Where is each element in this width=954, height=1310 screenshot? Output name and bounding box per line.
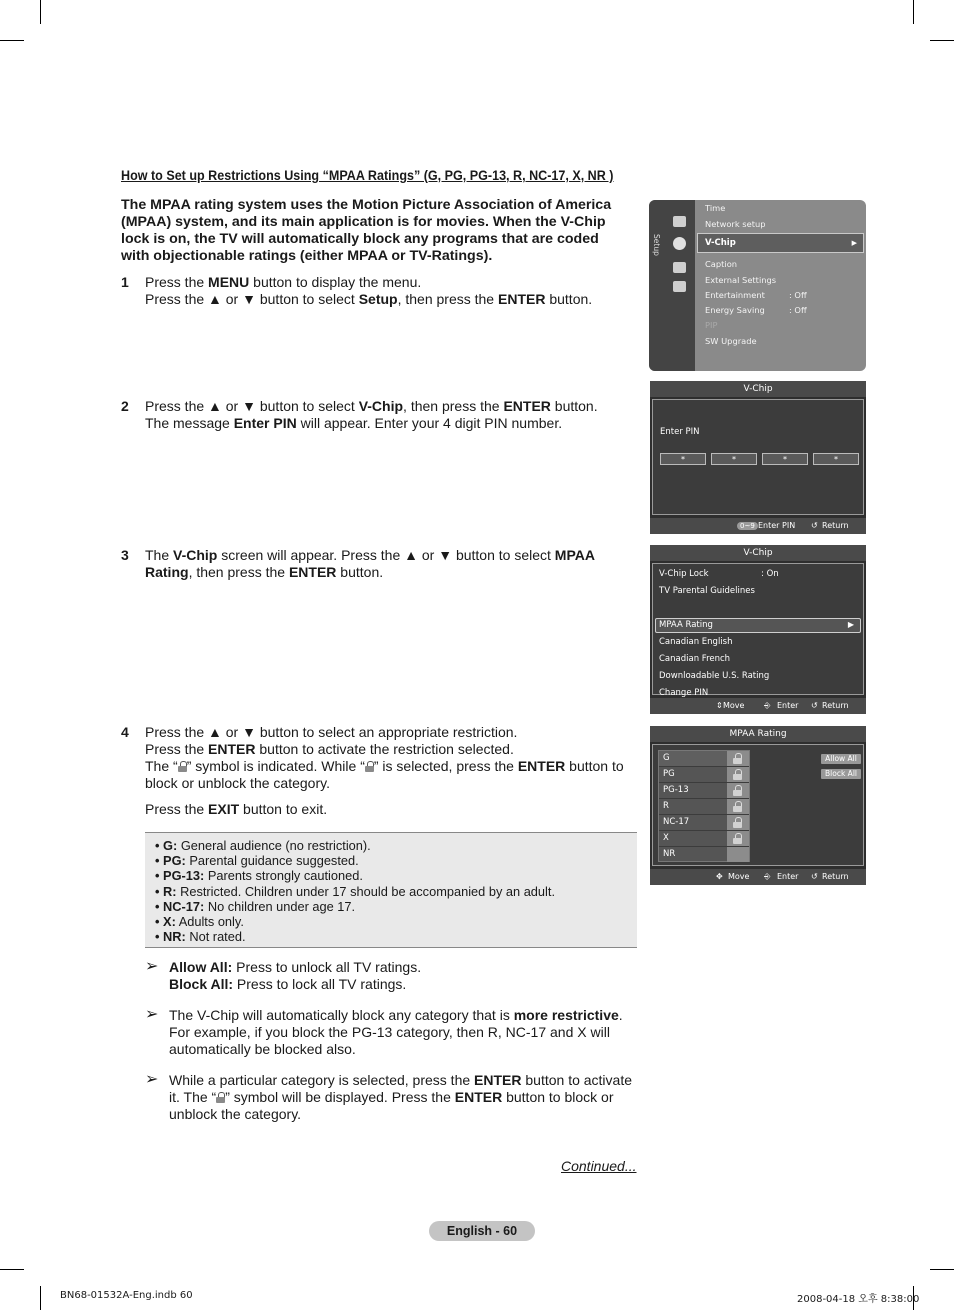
mpaa-body xyxy=(652,744,864,866)
lock-icon xyxy=(733,801,742,812)
crop-mark xyxy=(913,0,914,24)
text: automatically be blocked also. xyxy=(169,1041,356,1057)
menu-item-network-setup[interactable]: Network setup xyxy=(705,219,766,229)
text: ENTER xyxy=(474,1072,522,1088)
menu-item-value: : Off xyxy=(789,290,807,300)
return-icon: ↺ xyxy=(811,701,818,710)
text: ENTER xyxy=(517,758,566,774)
v-chip-screen xyxy=(650,545,866,714)
text: will appear. Enter your 4 digit PIN number. xyxy=(296,415,563,431)
text: button to block or xyxy=(502,1089,614,1105)
move-icon: ✥ xyxy=(716,872,723,881)
menu-item-downloadable-us-rating[interactable]: Downloadable U.S. Rating xyxy=(659,671,770,681)
text: button. xyxy=(336,564,384,580)
lock-icon xyxy=(733,769,742,780)
text: Press the ▲ or ▼ button to select xyxy=(145,398,359,414)
rating-item: • G: General audience (no restriction). xyxy=(155,838,371,853)
text: ” is selected, press the xyxy=(373,758,518,774)
step-4 xyxy=(121,724,636,818)
enter-pin-screen xyxy=(650,381,866,534)
text: screen will appear. Press the ▲ or ▼ button to select xyxy=(217,547,555,563)
text: The “ xyxy=(145,758,178,774)
footer-enter: Enter xyxy=(777,701,799,710)
setup-menu-list xyxy=(695,200,866,371)
menu-item-label: Entertainment xyxy=(705,290,765,300)
number-keys-badge: 0~9 xyxy=(737,522,758,530)
pin-digit-field[interactable]: * xyxy=(660,453,706,465)
note-lock-symbol xyxy=(145,1072,635,1123)
rating-item: • NC-17: No children under age 17. xyxy=(155,898,356,914)
text: EXIT xyxy=(208,801,240,817)
mpaa-rating-screen xyxy=(650,726,866,885)
lock-icon xyxy=(733,817,742,828)
screen-footer xyxy=(650,869,866,885)
text: Block All: xyxy=(169,976,234,992)
text: MPAA xyxy=(554,547,595,563)
footer-return[interactable]: Return xyxy=(822,872,849,881)
menu-item-tv-parental-guidelines[interactable]: TV Parental Guidelines xyxy=(659,586,755,596)
lock-icon xyxy=(733,833,742,844)
rating-item: • PG: Parental guidance suggested. xyxy=(155,853,359,869)
text: button to activate xyxy=(521,1072,633,1088)
text: The xyxy=(145,547,174,563)
footer-move: Move xyxy=(723,701,745,710)
rating-label: NC-17 xyxy=(663,817,690,827)
text: For example, if you block the PG-13 category, then R, NC-17 and X will xyxy=(169,1024,610,1040)
text: ENTER xyxy=(208,741,256,757)
step-2 xyxy=(121,398,636,432)
text: While a particular category is selected, press the xyxy=(169,1072,475,1088)
lock-icon xyxy=(216,1092,225,1103)
arrow-right-icon: ▶ xyxy=(847,620,854,629)
text: Rating xyxy=(145,564,189,580)
footer-enter-pin: Enter PIN xyxy=(758,521,796,530)
menu-item-time[interactable]: Time xyxy=(705,203,726,213)
mpaa-rating-list xyxy=(658,750,750,862)
menu-item-value: : On xyxy=(761,569,779,579)
screen-footer xyxy=(650,698,866,714)
lock-icon xyxy=(733,753,742,764)
return-icon: ↺ xyxy=(811,521,818,530)
step-3 xyxy=(121,547,636,581)
text: ENTER xyxy=(288,564,337,580)
text: ” symbol is indicated. While “ xyxy=(186,758,365,774)
rating-item: • X: Adults only. xyxy=(155,914,244,930)
text: Press the ▲ or ▼ button to select an appropriate restriction. xyxy=(145,724,518,740)
rating-row-x[interactable] xyxy=(659,831,749,847)
pin-label: Enter PIN xyxy=(660,427,700,437)
crop-mark xyxy=(0,40,24,41)
menu-item-external-settings[interactable]: External Settings xyxy=(705,275,777,285)
lock-icon xyxy=(178,761,187,772)
menu-item-canadian-french[interactable]: Canadian French xyxy=(659,654,731,664)
menu-item-v-chip-lock[interactable] xyxy=(659,569,779,579)
menu-item-sw-upgrade[interactable]: SW Upgrade xyxy=(705,336,757,346)
screen-title: V-Chip xyxy=(650,381,866,397)
setup-sidebar xyxy=(649,200,695,371)
rating-label: R xyxy=(663,801,669,811)
screen-title: MPAA Rating xyxy=(650,726,866,742)
menu-item-pip: PIP xyxy=(705,320,718,330)
crop-mark xyxy=(40,1286,41,1310)
menu-item-label: V-Chip xyxy=(705,238,736,248)
note-arrow-icon: ➢ xyxy=(145,958,159,975)
text: Press the xyxy=(145,801,209,817)
text: Press the xyxy=(145,274,209,290)
screen-title: V-Chip xyxy=(650,545,866,561)
satellite-icon xyxy=(673,262,686,273)
step-number: 1 xyxy=(121,274,129,290)
enter-icon: ⎆ xyxy=(764,872,771,881)
text: block or unblock the category. xyxy=(145,775,330,791)
menu-item-label: V-Chip Lock xyxy=(659,569,709,579)
menu-item-caption[interactable]: Caption xyxy=(705,259,738,269)
menu-item-energy-saving[interactable] xyxy=(705,305,807,315)
rating-label: NR xyxy=(663,849,676,859)
crop-mark xyxy=(930,40,954,41)
pin-body xyxy=(652,399,864,515)
text: V-Chip xyxy=(173,547,218,563)
block-all-button[interactable]: Block All xyxy=(821,769,861,779)
menu-item-label: Energy Saving xyxy=(705,305,765,315)
note-allow-block xyxy=(145,959,635,993)
footer-return[interactable]: Return xyxy=(822,521,849,530)
lock-cell-empty xyxy=(727,847,749,862)
text: The V-Chip will automatically block any category that is xyxy=(169,1007,514,1023)
text: Press to lock all TV ratings. xyxy=(233,976,407,992)
menu-item-mpaa-rating[interactable]: MPAA Rating xyxy=(659,620,713,630)
note-arrow-icon: ➢ xyxy=(145,1006,159,1023)
rating-item: • NR: Not rated. xyxy=(155,929,246,945)
rating-row-nr[interactable] xyxy=(659,847,749,862)
footer-return[interactable]: Return xyxy=(822,701,849,710)
step-number: 2 xyxy=(121,398,129,414)
text: button to activate the restriction selected. xyxy=(255,741,514,757)
pin-digit-field[interactable]: * xyxy=(813,453,859,465)
text: , then press the xyxy=(188,564,289,580)
rating-label: G xyxy=(663,753,670,763)
gear-icon xyxy=(673,237,686,250)
sidebar-label: Setup xyxy=(652,234,661,256)
text: V-Chip xyxy=(358,398,404,414)
text: MENU xyxy=(208,274,250,290)
footer-timestamp: 2008-04-18 오후 8:38:00 xyxy=(797,1294,920,1305)
note-arrow-icon: ➢ xyxy=(145,1071,159,1088)
text: ” symbol will be displayed. Press the xyxy=(225,1089,455,1105)
menu-item-value: : Off xyxy=(789,305,807,315)
v-chip-menu xyxy=(652,563,864,698)
text: button to xyxy=(565,758,624,774)
text: The message xyxy=(145,415,234,431)
step-number: 4 xyxy=(121,724,129,740)
text: Enter PIN xyxy=(233,415,297,431)
text: ENTER xyxy=(498,291,546,307)
rating-label: X xyxy=(663,833,669,843)
rating-label: PG-13 xyxy=(663,785,689,795)
text: , then press the xyxy=(397,291,498,307)
text: button to exit. xyxy=(239,801,328,817)
continued-label: Continued... xyxy=(561,1158,637,1174)
text: button. xyxy=(545,291,593,307)
step-1 xyxy=(121,274,636,308)
text: button. xyxy=(550,398,598,414)
text: Press to unlock all TV ratings. xyxy=(232,959,422,975)
menu-item-change-pin[interactable]: Change PIN xyxy=(659,688,709,698)
ratings-list-box xyxy=(145,832,637,948)
pin-digit-field[interactable]: * xyxy=(711,453,757,465)
footer-enter: Enter xyxy=(777,872,799,881)
section-heading: How to Set up Restrictions Using “MPAA Ratings” (G, PG, PG-13, R, NC-17, X, NR ) xyxy=(121,168,614,183)
rating-label: PG xyxy=(663,769,675,779)
text: it. The “ xyxy=(169,1089,217,1105)
screen-footer xyxy=(650,518,866,534)
text: Press the xyxy=(145,741,209,757)
enter-icon: ⎆ xyxy=(764,701,771,710)
text: . xyxy=(618,1007,623,1023)
crop-mark xyxy=(930,1269,954,1270)
move-icon: ⇕ xyxy=(716,701,723,710)
allow-all-button[interactable]: Allow All xyxy=(821,754,861,764)
rating-item: • PG-13: Parents strongly cautioned. xyxy=(155,868,363,884)
setup-menu-screen xyxy=(649,200,866,371)
text: Setup xyxy=(358,291,398,307)
text: more restrictive xyxy=(513,1007,619,1023)
rating-item: • R: Restricted. Children under 17 should be accompanied by an adult. xyxy=(155,883,555,899)
input-icon xyxy=(673,281,686,292)
picture-icon xyxy=(673,216,686,227)
page-number-badge: English - 60 xyxy=(429,1221,535,1241)
lock-icon xyxy=(733,785,742,796)
text: button to display the menu. xyxy=(249,274,422,290)
text: , then press the xyxy=(403,398,504,414)
rating-row-nc-17[interactable] xyxy=(659,815,749,831)
text: Allow All: xyxy=(169,959,233,975)
step-number: 3 xyxy=(121,547,129,563)
lock-icon xyxy=(365,761,374,772)
rating-row-pg[interactable] xyxy=(659,767,749,783)
menu-item-entertainment[interactable] xyxy=(705,290,807,300)
return-icon: ↺ xyxy=(811,872,818,881)
rating-row-pg-13[interactable] xyxy=(659,783,749,799)
rating-row-g[interactable] xyxy=(659,751,749,767)
text: Press the ▲ or ▼ button to select xyxy=(145,291,359,307)
intro-paragraph: The MPAA rating system uses the Motion Picture Association of America (MPAA) system, and its main application is for movies. When the V-Chip lock is on, the TV will automatically block any programs that are coded with objectionable ratings (either MPAA or TV-Ratings). xyxy=(121,197,612,264)
rating-row-r[interactable] xyxy=(659,799,749,815)
pin-digit-field[interactable]: * xyxy=(762,453,808,465)
footer-move: Move xyxy=(728,872,750,881)
note-more-restrictive xyxy=(145,1007,635,1058)
crop-mark xyxy=(40,0,41,24)
footer-file-info: BN68-01532A-Eng.indb 60 xyxy=(60,1290,193,1301)
crop-mark xyxy=(0,1269,24,1270)
arrow-right-icon: ▶ xyxy=(851,239,857,247)
menu-item-canadian-english[interactable]: Canadian English xyxy=(659,637,733,647)
menu-item-v-chip[interactable] xyxy=(697,233,864,253)
text: ENTER xyxy=(454,1089,503,1105)
text: ENTER xyxy=(503,398,551,414)
text: unblock the category. xyxy=(169,1106,302,1122)
